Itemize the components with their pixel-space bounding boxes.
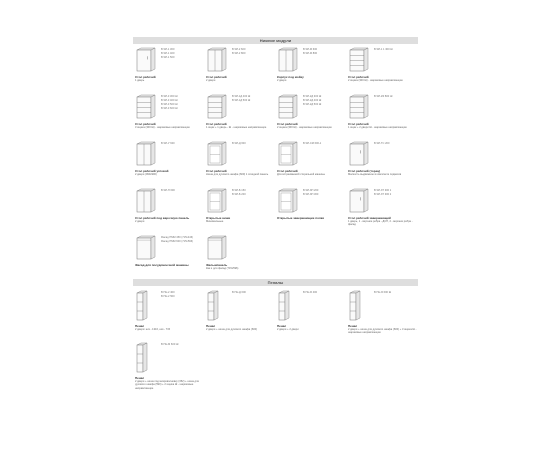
article-code: В ЯЛ-2Д 500 Ш xyxy=(303,103,322,106)
item-description: 2 ящика (300 Ш) - шариковые направляющие xyxy=(348,79,403,82)
article-code: В ЯЛ-2 600 xyxy=(232,48,246,51)
item-description: Мелкость выдвижное в комплекте подвесов xyxy=(348,173,402,176)
article-code: В ЯЛ-3 400 Ш xyxy=(161,99,178,102)
item-description: 1 дверь, 1 - верхние ребра - ДСП, 2 - верхние ребра - фасад xyxy=(348,220,413,227)
article-codes xyxy=(161,189,205,193)
article-code: В ЯЛ-У 600 xyxy=(161,142,175,145)
item-description: 3 ящика (300 Ш) - шариковые направляющие xyxy=(135,126,190,129)
lower-module-item xyxy=(277,186,347,226)
lower-module-item xyxy=(277,45,347,85)
tall-module-item xyxy=(348,288,418,335)
tall-module-item xyxy=(206,288,276,331)
article-codes xyxy=(374,291,418,295)
lower-module-item xyxy=(206,92,276,132)
cabinet-drawing-icon xyxy=(348,94,370,120)
article-code: В ЯЛ-2Д 400 Ш xyxy=(303,99,322,102)
article-codes xyxy=(374,142,418,146)
lower-module-item xyxy=(135,139,205,179)
item-description: Для встраиваемой стиральной машины xyxy=(277,173,325,176)
article-code: В ЯЛ-Б 200 xyxy=(232,193,246,196)
article-code: В ЯЛ-СМ 600-1 xyxy=(303,142,322,145)
item-description: Ниша для духового шкафа (600) 1 откидной панель xyxy=(206,173,269,176)
article-codes xyxy=(161,95,205,111)
article-code: В ЯЛ-Д 600 xyxy=(232,142,246,145)
article-code: В ЯЛ-ЗТ 300 2 xyxy=(374,193,392,196)
article-codes xyxy=(161,236,205,244)
article-code: В ЯЛ-П 600 xyxy=(161,189,175,192)
lower-module-item xyxy=(277,92,347,132)
cabinet-drawing-icon xyxy=(277,94,299,120)
article-code: В ЯЛ-1Д 500 Ш xyxy=(232,99,251,102)
article-codes xyxy=(374,95,418,99)
item-title: Стол рабочий xyxy=(277,169,298,173)
article-code: В ЯЛ-М 800 xyxy=(303,52,318,55)
item-description: 2 двери: низ - 1316, низ - 715 xyxy=(135,328,171,331)
item-title: Пенал xyxy=(206,324,216,328)
item-title: Стол рабочий xyxy=(277,122,298,126)
cabinet-drawing-icon xyxy=(206,47,228,73)
item-title: Пенал xyxy=(277,324,287,328)
item-description: 1 ящик + 2 двери Ш - шариковые направляющие xyxy=(348,126,407,129)
cabinet-drawing-icon xyxy=(348,47,370,73)
section-header-tall: Пеналы xyxy=(133,279,418,286)
item-title: Стол рабочий завершающий xyxy=(348,216,391,220)
item-title: Открытые ниши xyxy=(206,216,231,220)
article-codes xyxy=(303,95,347,107)
article-code: В ПН-Я 600 Ш xyxy=(374,291,392,294)
article-codes xyxy=(232,95,276,103)
item-title: Пенал xyxy=(135,324,145,328)
article-codes xyxy=(161,142,205,146)
article-codes xyxy=(161,343,205,347)
article-code: В ПН-Д 600 xyxy=(232,291,246,294)
item-title: Пенал xyxy=(135,376,145,380)
lower-module-item xyxy=(135,186,205,226)
article-codes xyxy=(232,48,276,56)
article-codes xyxy=(161,48,205,60)
item-description: 2 двери + ниша для духового шкафа (600) xyxy=(206,328,258,331)
article-code: В ЯЛ-1 500 xyxy=(161,56,175,59)
cabinet-drawing-icon xyxy=(135,290,149,322)
article-code: В ЯЛ-ЗП 300 xyxy=(303,193,319,196)
article-code: В ЯЛ-3 500 Ш xyxy=(161,103,178,106)
lower-module-item xyxy=(206,233,276,273)
article-codes xyxy=(374,48,418,52)
lower-module-item xyxy=(348,186,418,226)
article-code: В ПН-2 500 xyxy=(161,295,175,298)
section-header-lower: Нижние модули xyxy=(133,37,418,44)
lower-module-item xyxy=(135,45,205,85)
item-description: 2 двери xyxy=(277,79,287,82)
item-description: Как и для фасад (715х596) xyxy=(206,267,239,270)
cabinet-drawing-icon xyxy=(277,188,299,214)
cabinet-drawing-icon xyxy=(135,188,157,214)
item-title: Фальшпанель xyxy=(206,263,228,267)
article-codes xyxy=(232,189,276,197)
item-title: Стол рабочий xyxy=(348,122,369,126)
tall-module-item xyxy=(277,288,347,331)
article-code: В ПН-Ф 400 xyxy=(303,291,318,294)
item-description: 2 двери + 2 двери xyxy=(277,328,299,331)
article-codes xyxy=(232,291,276,295)
cabinet-drawing-icon xyxy=(135,342,149,374)
article-codes xyxy=(374,189,418,197)
article-code: В ЯЛ-1 300 xyxy=(161,48,175,51)
cabinet-drawing-icon xyxy=(135,235,157,261)
item-title: Пенал xyxy=(348,324,358,328)
cabinet-drawing-icon xyxy=(206,235,228,261)
item-description: 2 двери xyxy=(206,79,216,82)
tall-module-item xyxy=(135,288,205,331)
lower-module-item xyxy=(135,233,205,273)
item-description: 1 ящик + 1 дверь - Ш - шариковые направляющие xyxy=(206,126,267,129)
item-title: Фасад для посудомоечной машины xyxy=(135,263,189,267)
article-codes xyxy=(303,189,347,197)
article-code: В ЯЛ-3 300 Ш xyxy=(161,95,178,98)
article-code: В ЯЛ-2Я 800 Ш xyxy=(374,95,393,98)
cabinet-drawing-icon xyxy=(277,47,299,73)
article-codes xyxy=(232,142,276,146)
cabinet-drawing-icon xyxy=(206,290,220,322)
article-code: В ЯЛ-ЗП 200 xyxy=(303,189,319,192)
article-code: В ЯЛ-1Д 400 Ш xyxy=(232,95,251,98)
article-code: В ЯЛ-2Д 300 Ш xyxy=(303,95,322,98)
item-title: Стол рабочий xyxy=(206,122,227,126)
article-code: В ЯЛ-М 600 xyxy=(303,48,318,51)
item-description: 2 двери (990х990) xyxy=(135,173,157,176)
article-codes xyxy=(303,48,347,56)
cabinet-drawing-icon xyxy=(277,290,291,322)
article-code: В ПН-2 400 xyxy=(161,291,175,294)
cabinet-drawing-icon xyxy=(206,188,228,214)
item-description: 2 двери + ниша для духового шкафа (600) + 3 ящика Ш - шариковые направляющие xyxy=(348,328,417,335)
item-title: Стол рабочий xyxy=(206,75,227,79)
article-codes xyxy=(303,142,347,146)
cabinet-drawing-icon xyxy=(135,47,157,73)
cabinet-drawing-icon xyxy=(348,141,370,167)
cabinet-drawing-icon xyxy=(206,141,228,167)
item-description: 2 двери + ниша под микроволновку (352) + ниша для духового шкафа (590) + 2 ящика Ш - шариковые направляющие xyxy=(135,380,199,390)
cabinet-drawing-icon xyxy=(348,188,370,214)
item-description: 1 дверь xyxy=(135,79,145,82)
article-code: В ЯЛ-2 800 xyxy=(232,52,246,55)
cabinet-drawing-icon xyxy=(135,94,157,120)
lower-module-item xyxy=(277,139,347,179)
article-code: В ЯЛ-3 600 Ш xyxy=(161,107,178,110)
lower-module-item xyxy=(206,186,276,226)
article-code: В ПН-М 600 Ш xyxy=(161,343,179,346)
item-title: Стол рабочий xyxy=(135,122,156,126)
item-title: Стол рабочий угловой xyxy=(135,169,169,173)
item-title: Стол рабочий xyxy=(135,75,156,79)
item-description: 2 ящика (300 Ш) - шариковые направляющие xyxy=(277,126,332,129)
article-codes xyxy=(303,291,347,295)
lower-module-item xyxy=(206,139,276,179)
article-code: В ЯЛ-ТС 200 xyxy=(374,142,390,145)
item-title: Стол рабочий xyxy=(206,169,227,173)
article-code: Фасад ПММ 600 (715х596) xyxy=(161,240,194,243)
item-title: Корпус под мойку xyxy=(277,75,304,79)
item-title: Открытые завершающие полки xyxy=(277,216,325,220)
item-title: Стол рабочий xyxy=(348,75,369,79)
article-codes xyxy=(161,291,205,299)
cabinet-drawing-icon xyxy=(206,94,228,120)
article-code: В ЯЛ-1 400 xyxy=(161,52,175,55)
cabinet-drawing-icon xyxy=(348,290,362,322)
lower-module-item xyxy=(206,45,276,85)
item-title: Стол рабочий (торец) xyxy=(348,169,381,173)
item-description: Минимальные xyxy=(206,220,224,223)
lower-module-item xyxy=(348,92,418,132)
lower-module-item xyxy=(135,92,205,132)
lower-module-item xyxy=(348,45,418,85)
article-code: В ЯЛ-1 1 300 Ш xyxy=(374,48,393,51)
article-code: В ЯЛ-Б 150 xyxy=(232,189,246,192)
item-title: Стол рабочий под варочную панель xyxy=(135,216,190,220)
cabinet-drawing-icon xyxy=(277,141,299,167)
article-code: Фасад ПММ 450 (715х446) xyxy=(161,236,194,239)
tall-module-item xyxy=(135,340,205,390)
cabinet-drawing-icon xyxy=(135,141,157,167)
item-description: 2 двери xyxy=(135,220,145,223)
lower-module-item xyxy=(348,139,418,179)
article-code: В ЯЛ-ЗТ 300 1 xyxy=(374,189,392,192)
